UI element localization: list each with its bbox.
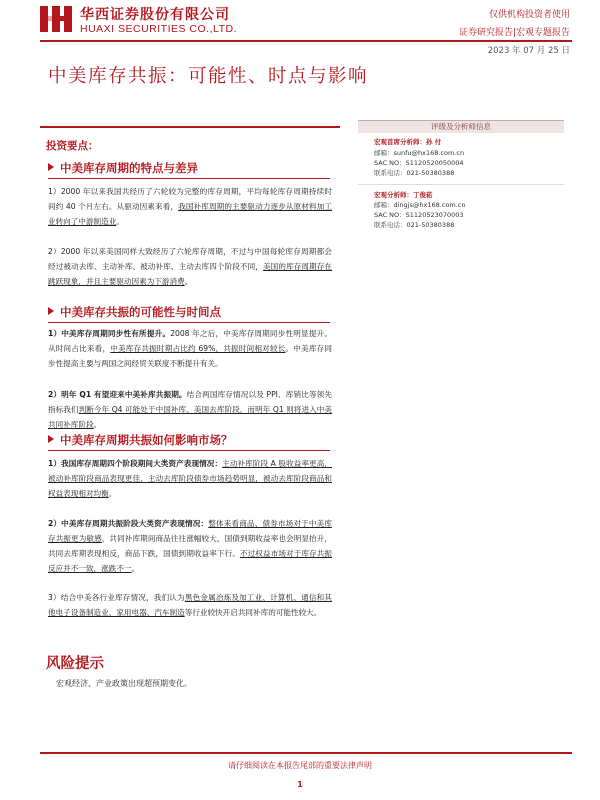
header-divider — [40, 40, 572, 42]
report-date: 2023 年 07 月 25 日 — [487, 46, 570, 56]
analyst2-sac: SAC NO：S1120523070003 — [374, 211, 464, 219]
triangle-bullet-icon — [48, 307, 54, 315]
analyst1-sac: SAC NO：S1120520050004 — [374, 159, 464, 167]
paragraph: 3）结合中美各行业库存情况，我们认为黑色金属冶炼及加工业、计算机、通信和其他电子设备制造业、家用电器、汽车制造等行业较快开启共同补库的可能性较大。 — [48, 593, 332, 617]
legal-notice: 请仔细阅读在本报告尾部的重要法律声明 — [228, 761, 372, 770]
analyst2-role: 宏观分析师：丁俊菘 — [374, 191, 433, 199]
triangle-bullet-icon — [48, 163, 54, 171]
analyst1-role: 宏观首席分析师：孙 付 — [374, 138, 442, 146]
paragraph: 2）明年 Q1 有望迎来中美补库共振期。结合两国库存情况以及 PPI、库销比等领先指标我们判断今年 Q4 可能处于中国补库、美国去库阶段，而明年 Q1 则将进入中美共同补库阶段。 — [48, 390, 333, 429]
company-name-cn: 华西证券股份有限公司 — [80, 7, 230, 23]
risk-title: 风险提示 — [46, 656, 104, 672]
report-category: 证券研究报告|宏观专题报告 — [458, 28, 570, 38]
section-underline — [48, 322, 330, 323]
page-number: 1 — [297, 780, 303, 789]
analyst2-email: 邮箱：dingjs@hx168.com.cn — [374, 201, 466, 209]
paragraph: 1）中美库存周期同步性有所提升。2008 年之后，中美库存周期同步性明显提升。从时间占比来看，中美库存共振时期占比约 69%，共振时间相对较长。中美库存同步性提高主要与两国之间经贸关联度不断提升有关。 — [48, 329, 333, 368]
section-underline — [48, 450, 330, 451]
paragraph: 2）2000 年以来美国同样大致经历了六轮库存周期，不过与中国每轮库存周期都会经过被动去库、主动补库、被动补库、主动去库四个阶段不同，美国的库存周期存在跳跃现象，并且主要驱动因素为下游消费。 — [48, 247, 333, 286]
sidebar-divider — [358, 184, 564, 185]
page-title: 中美库存共振：可能性、时点与影响 — [48, 66, 369, 87]
section-title-2: 中美库存共振的可能性与时间点 — [48, 304, 221, 320]
title-divider — [40, 126, 340, 128]
section-title-1: 中美库存周期的特点与差异 — [48, 160, 198, 176]
section-title-3: 中美库存周期共振如何影响市场？ — [48, 432, 233, 448]
summary-label: 投资要点： — [46, 140, 99, 152]
huaxi-logo-icon — [40, 6, 74, 32]
risk-body: 宏观经济、产业政策出现超预期变化。 — [56, 679, 192, 688]
analyst2-phone: 联系电话：021-50380388 — [374, 221, 455, 229]
analyst-info-header: 评级及分析师信息 — [358, 120, 564, 133]
section-underline — [48, 178, 330, 179]
paragraph: 1）2000 年以来我国共经历了六轮较为完整的库存周期，平均每轮库存周期持续时间约 40 个月左右。从驱动因素来看，我国补库周期的主要驱动力逐步从原材料加工业转向了中游制造业。 — [48, 187, 332, 226]
analyst1-phone: 联系电话：021-50380388 — [374, 169, 455, 177]
analyst1-email: 邮箱：sunfu@hx168.com.cn — [374, 149, 465, 157]
company-name-en: HUAXI SECURITIES CO.,LTD. — [80, 23, 237, 35]
footer-divider — [40, 752, 572, 754]
audience-notice: 仅供机构投资者使用 — [488, 10, 570, 20]
paragraph: 2）中美库存周期共振阶段大类资产表现情况：整体来看商品、债券市场对于中美库存共振更为敏感，共同补库期间商品往往涨幅较大，国债到期收益率也会明显抬升，共同去库期表现相反，商品下跌，国债到期收益率下行。不过权益市场对于库存共振反应并不一致，涨跌不一。 — [48, 519, 333, 573]
triangle-bullet-icon — [48, 435, 54, 443]
paragraph: 1）我国库存周期四个阶段期间大类资产表现情况：主动补库阶段 A 股收益率更高，被动补库阶段商品表现更佳，主动去库阶段债券市场趋势明显，被动去库阶段商品和权益表现相对均衡。 — [48, 459, 332, 498]
